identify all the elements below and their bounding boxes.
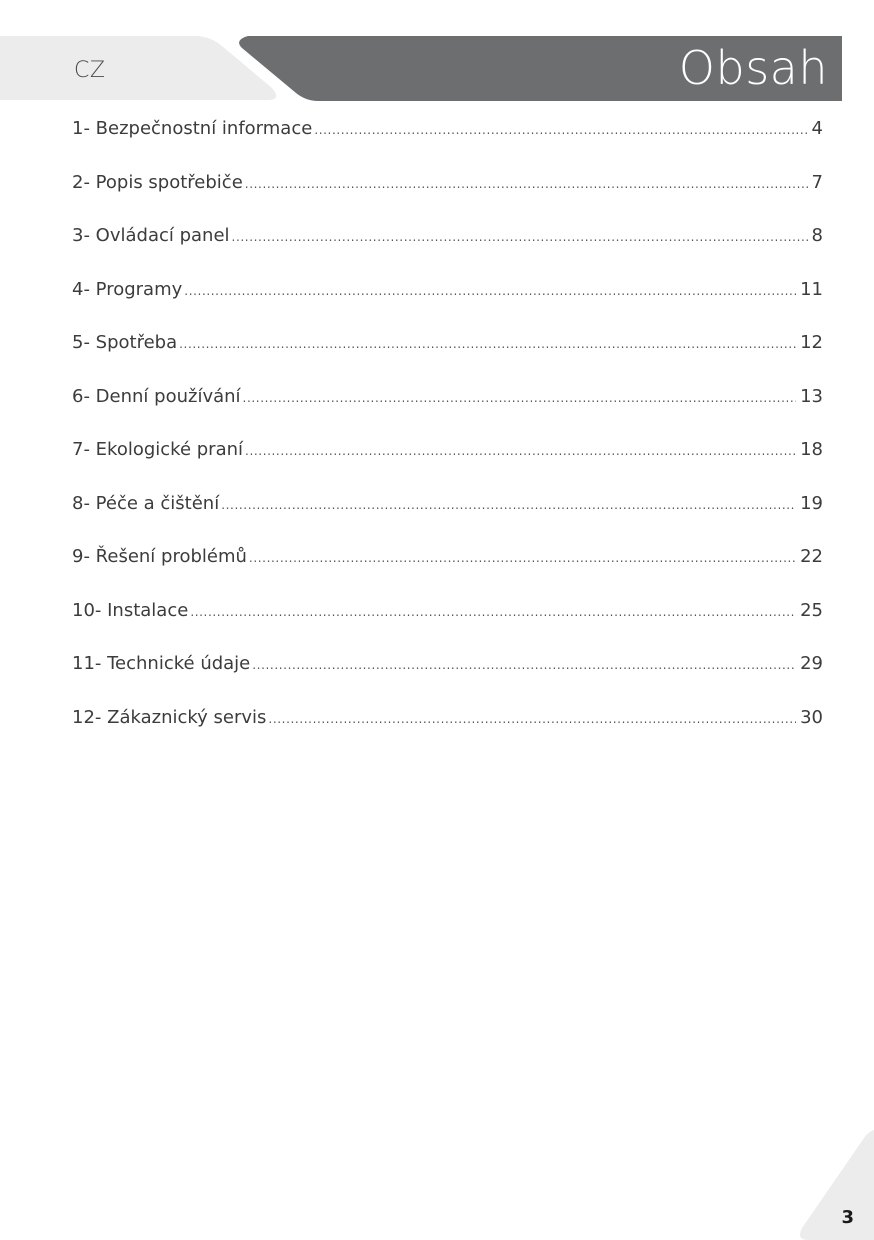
dot-leader [245,177,808,191]
toc-entry[interactable] [72,439,823,493]
toc-entry-page: 13 [800,385,823,407]
toc-entry[interactable] [72,225,823,279]
toc-entry[interactable] [72,707,823,761]
toc-entry-page: 12 [800,332,823,353]
toc-entry-page: 30 [800,706,823,728]
toc-entry-page: 18 [800,439,823,460]
dot-leader [314,123,807,137]
toc-entry[interactable] [72,386,823,440]
toc-entry[interactable] [72,332,823,386]
toc-entry[interactable] [72,653,823,707]
corner-tab-shape [800,1130,874,1240]
toc-entry-page: 7 [811,171,823,193]
table-of-contents [72,118,823,760]
language-tab-shape [0,36,276,100]
language-label: CZ [74,58,106,83]
page-corner-tab [794,1130,874,1240]
toc-entry-title: 3- Ovládací panel [72,225,230,246]
toc-entry-page: 25 [800,599,823,621]
dot-leader [245,444,796,458]
toc-entry[interactable] [72,172,823,226]
toc-entry-page: 29 [800,653,823,674]
dot-leader [249,551,796,565]
toc-entry-title: 12- Zákaznický servis [72,706,267,728]
toc-entry[interactable] [72,546,823,600]
toc-entry-title: 7- Ekologické praní [72,439,244,460]
toc-entry-title: 9- Řešení problémů [72,546,247,567]
dot-leader [190,605,796,619]
toc-entry[interactable] [72,493,823,547]
toc-entry-page: 22 [800,546,823,567]
toc-entry-title: 6- Denní používání [72,385,241,407]
toc-entry-page: 4 [811,118,823,139]
page-title: Obsah [678,41,828,95]
toc-entry-title: 5- Spotřeba [72,332,178,353]
toc-entry-title: 2- Popis spotřebiče [72,171,243,193]
dot-leader [252,658,796,672]
page-number: 3 [841,1207,854,1228]
toc-entry-title: 8- Péče a čištění [72,492,220,514]
toc-entry-title: 4- Programy [72,278,183,300]
toc-entry[interactable] [72,118,823,172]
toc-entry-title: 1- Bezpečnostní informace [72,118,313,139]
toc-entry[interactable] [72,600,823,654]
toc-entry-title: 11- Technické údaje [72,653,251,674]
toc-entry[interactable] [72,279,823,333]
toc-entry-title: 10- Instalace [72,599,189,621]
dot-leader [243,391,797,405]
dot-leader [221,498,796,512]
toc-entry-page: 8 [811,225,823,246]
toc-entry-page: 19 [800,492,823,514]
dot-leader [184,284,796,298]
dot-leader [268,712,796,726]
toc-entry-page: 11 [800,278,823,300]
dot-leader [179,337,796,351]
dot-leader [232,230,808,244]
